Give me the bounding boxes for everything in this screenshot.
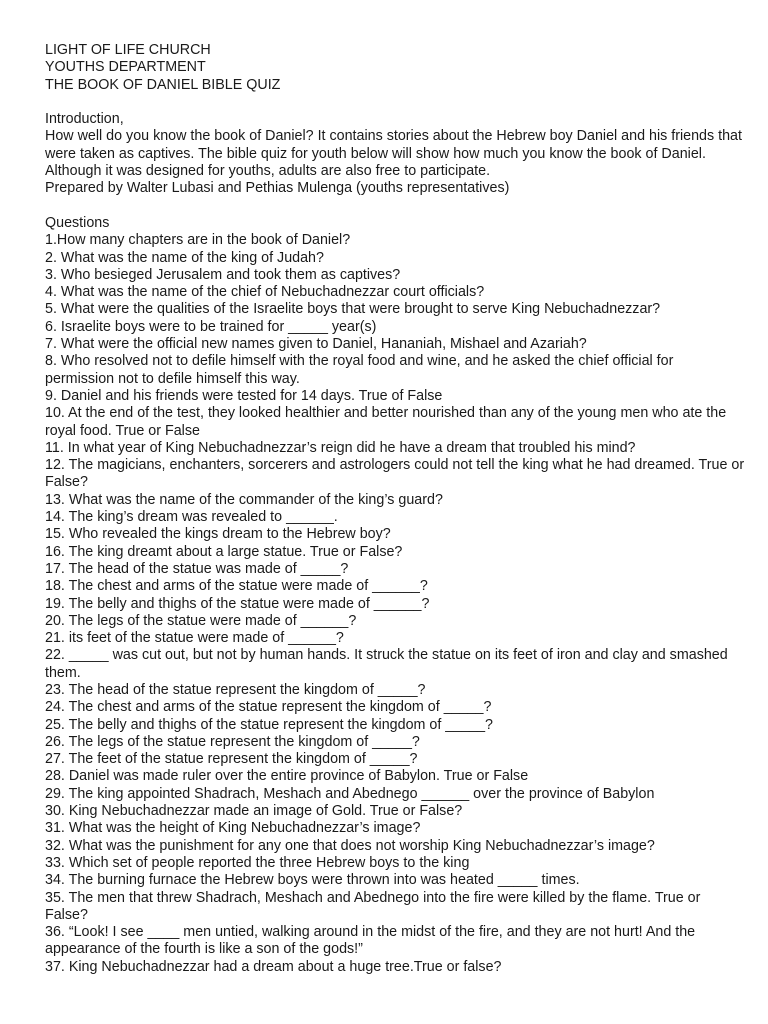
intro-body: How well do you know the book of Daniel? It contains stories about the Hebrew boy Daniel and his friends that were taken as captives. The bible quiz for youth below will show how much you know the book of Daniel. Although it was designed for youths, adults are also free to participate. bbox=[45, 128, 742, 180]
spacer bbox=[45, 94, 745, 111]
question-item: 15. Who revealed the kings dream to the Hebrew boy? bbox=[45, 526, 391, 543]
question-item: 25. The belly and thighs of the statue represent the kingdom of _____? bbox=[45, 716, 494, 733]
quiz-title: THE BOOK OF DANIEL BIBLE QUIZ bbox=[45, 76, 281, 93]
spacer bbox=[45, 198, 745, 215]
question-item: 9. Daniel and his friends were tested for 14 days. True of False bbox=[45, 387, 443, 404]
question-item: 32. What was the punishment for any one that does not worship King Nebuchadnezzar’s image? bbox=[45, 837, 655, 854]
question-item: 34. The burning furnace the Hebrew boys were thrown into was heated _____ times. bbox=[45, 872, 580, 889]
question-item: 28. Daniel was made ruler over the entire province of Babylon. True or False bbox=[45, 768, 529, 785]
question-item: 24. The chest and arms of the statue represent the kingdom of _____? bbox=[45, 699, 492, 716]
question-item: 20. The legs of the statue were made of ______? bbox=[45, 612, 357, 629]
question-item: 3. Who besieged Jerusalem and took them as captives? bbox=[45, 266, 401, 283]
question-item: 26. The legs of the statue represent the kingdom of _____? bbox=[45, 733, 420, 750]
question-item: 12. The magicians, enchanters, sorcerers and astrologers could not tell the king what he had dreamed. True or False? bbox=[45, 457, 745, 491]
question-item: 4. What was the name of the chief of Nebuchadnezzar court officials? bbox=[45, 284, 485, 301]
question-list bbox=[45, 232, 745, 976]
question-item: 27. The feet of the statue represent the kingdom of _____? bbox=[45, 751, 418, 768]
question-item: 19. The belly and thighs of the statue were made of ______? bbox=[45, 595, 430, 612]
church-name: LIGHT OF LIFE CHURCH bbox=[45, 42, 211, 58]
question-item: 18. The chest and arms of the statue were made of ______? bbox=[45, 578, 428, 595]
intro-credit: Prepared by Walter Lubasi and Pethias Mulenga (youths representatives) bbox=[45, 180, 510, 197]
question-item: 14. The king’s dream was revealed to ______. bbox=[45, 509, 338, 526]
question-item: 2. What was the name of the king of Judah? bbox=[45, 249, 324, 266]
question-item: 31. What was the height of King Nebuchadnezzar’s image? bbox=[45, 820, 421, 837]
question-item: 23. The head of the statue represent the kingdom of _____? bbox=[45, 681, 426, 698]
department-name: YOUTHS DEPARTMENT bbox=[45, 59, 206, 76]
question-item: 11. In what year of King Nebuchadnezzar’s reign did he have a dream that troubled his mind? bbox=[45, 439, 636, 456]
question-item: 5. What were the qualities of the Israelite boys that were brought to serve King Nebuchadnezzar? bbox=[45, 301, 661, 318]
question-item: 29. The king appointed Shadrach, Meshach and Abednego ______ over the province of Babylon bbox=[45, 785, 655, 802]
question-item: 33. Which set of people reported the three Hebrew boys to the king bbox=[45, 854, 470, 871]
question-item: 6. Israelite boys were to be trained for _____ year(s) bbox=[45, 318, 377, 335]
question-item: 35. The men that threw Shadrach, Meshach and Abednego into the fire were killed by the flame. True or False? bbox=[45, 889, 701, 923]
question-item: 17. The head of the statue was made of _____? bbox=[45, 560, 349, 577]
question-item: 30. King Nebuchadnezzar made an image of Gold. True or False? bbox=[45, 803, 463, 820]
question-item: 22. _____ was cut out, but not by human hands. It struck the statue on its feet of iron and clay and smashed them. bbox=[45, 647, 728, 681]
question-item: 1.How many chapters are in the book of Daniel? bbox=[45, 232, 351, 249]
question-item: 16. The king dreamt about a large statue. True or False? bbox=[45, 543, 403, 560]
questions-heading: Questions bbox=[45, 214, 110, 231]
question-item: 8. Who resolved not to defile himself with the royal food and wine, and he asked the chief official for permission not to defile himself this way. bbox=[45, 353, 674, 387]
question-item: 10. At the end of the test, they looked healthier and better nourished than any of the young men who ate the royal food. True or False bbox=[45, 405, 727, 439]
intro-heading: Introduction, bbox=[45, 111, 124, 128]
question-item: 37. King Nebuchadnezzar had a dream about a huge tree.True or false? bbox=[45, 958, 502, 975]
question-item: 13. What was the name of the commander of the king’s guard? bbox=[45, 491, 443, 508]
question-item: 36. “Look! I see ____ men untied, walking around in the midst of the fire, and they are not hurt! And the appearance of the fourth is like a son of the gods!” bbox=[45, 924, 696, 958]
question-item: 21. its feet of the statue were made of ______? bbox=[45, 630, 344, 647]
document-page bbox=[45, 42, 745, 976]
question-item: 7. What were the official new names given to Daniel, Hananiah, Mishael and Azariah? bbox=[45, 336, 587, 353]
